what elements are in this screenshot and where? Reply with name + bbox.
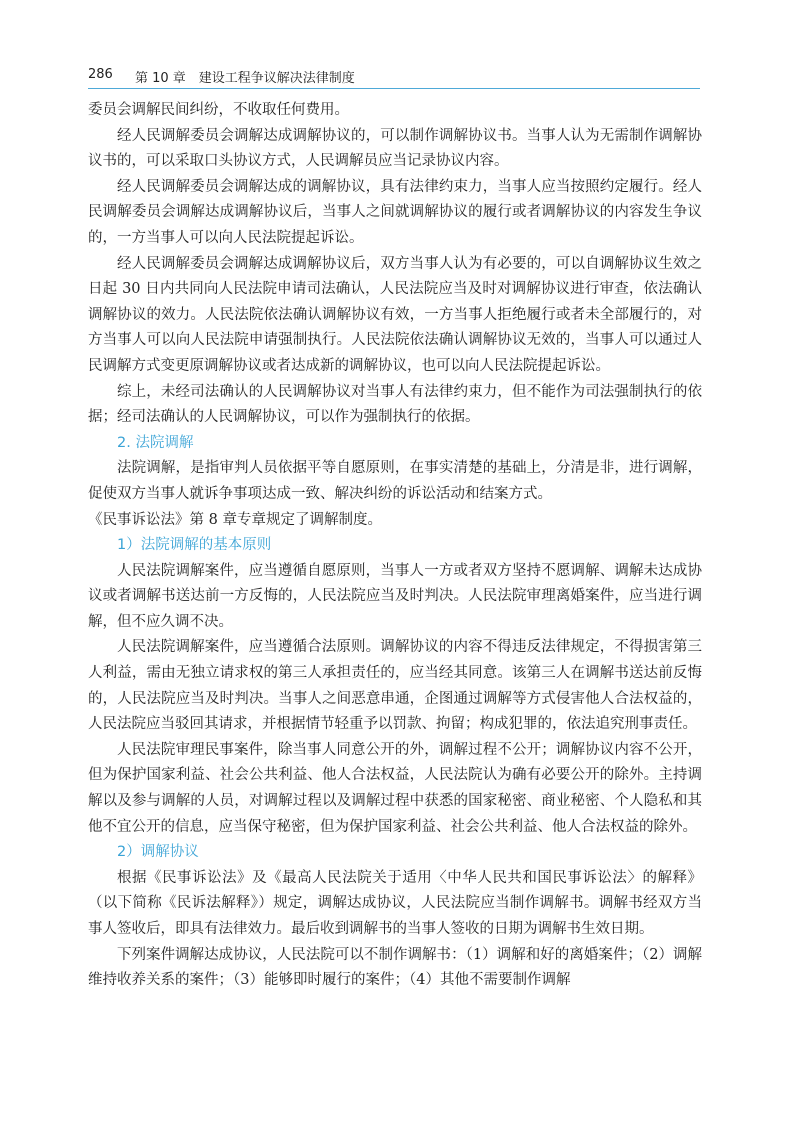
header-rule [88,88,700,89]
subsection-heading: 2）调解协议 [117,844,199,861]
page-number: 286 [88,67,113,82]
body-paragraph: 经人民调解委员会调解达成的调解协议，具有法律约束力，当事人应当按照约定履行。经人民调解委员会调解达成调解协议后，当事人之间就调解协议的履行或者调解协议的内容发生争议的，一方当事人可以向人民法院提起诉讼。 [88,178,702,246]
body-paragraph: 《民事诉讼法》第 8 章专章规定了调解制度。 [88,511,382,528]
body-paragraph: 经人民调解委员会调解达成调解协议后，双方当事人认为有必要的，可以自调解协议生效之日起 30 日内共同向人民法院申请司法确认，人民法院应当及时对调解协议进行审查，依法确认调解协议的效力。人民法院依法确认调解协议有效，一方当事人拒绝履行或者未全部履行的，对方当事人可以向人民法院申请强制执行。人民法院依法确认调解协议无效的，当事人可以通过人民调解方式变更原调解协议或者达成新的调解协议，也可以向人民法院提起诉讼。 [88,255,702,374]
body-paragraph: 委员会调解民间纠纷，不收取任何费用。 [88,102,349,118]
page-header [88,64,700,88]
body-paragraph: 综上，未经司法确认的人民调解协议对当事人有法律约束力，但不能作为司法强制执行的依据；经司法确认的人民调解协议，可以作为强制执行的依据。 [88,383,702,426]
body-paragraph: 经人民调解委员会调解达成调解协议的，可以制作调解协议书。当事人认为无需制作调解协议书的，可以采取口头协议方式，人民调解员应当记录协议内容。 [88,127,702,170]
body-paragraph: 人民法院审理民事案件，除当事人同意公开的外，调解过程不公开；调解协议内容不公开，但为保护国家利益、社会公共利益、他人合法权益，人民法院认为确有必要公开的除外。主持调解以及参与调解的人员，对调解过程以及调解过程中获悉的国家秘密、商业秘密、个人隐私和其他不宜公开的信息，应当保守秘密，但为保护国家利益、社会公共利益、他人合法权益的除外。 [88,741,702,835]
section-heading: 2. 法院调解 [117,434,194,451]
page-body [88,98,702,994]
body-paragraph: 人民法院调解案件，应当遵循合法原则。调解协议的内容不得违反法律规定，不得损害第三人利益，需由无独立请求权的第三人承担责任的，应当经其同意。该第三人在调解书送达前反悔的，人民法院应当及时判决。当事人之间恶意串通，企图通过调解等方式侵害他人合法权益的，人民法院应当驳回其请求，并根据情节轻重予以罚款、拘留；构成犯罪的，依法追究刑事责任。 [88,639,702,733]
body-paragraph: 人民法院调解案件，应当遵循自愿原则，当事人一方或者双方坚持不愿调解、调解未达成协议或者调解书送达前一方反悔的，人民法院应当及时判决。人民法院审理离婚案件，应当进行调解，但不应久调不决。 [88,562,702,630]
body-paragraph: 根据《民事诉讼法》及《最高人民法院关于适用〈中华人民共和国民事诉讼法〉的解释》（以下简称《民诉法解释》）规定，调解达成协议，人民法院应当制作调解书。调解书经双方当事人签收后，即具有法律效力。最后收到调解书的当事人签收的日期为调解书生效日期。 [88,869,702,937]
subsection-heading: 1）法院调解的基本原则 [117,537,272,554]
body-paragraph: 法院调解，是指审判人员依据平等自愿原则，在事实清楚的基础上，分清是非，进行调解，促使双方当事人就诉争事项达成一致、解决纠纷的诉讼活动和结案方式。 [88,460,702,502]
header-title: 第 10 章 建设工程争议解决法律制度 [135,71,355,86]
body-paragraph: 下列案件调解达成协议，人民法院可以不制作调解书：（1）调解和好的离婚案件；（2）调解维持收养关系的案件；（3）能够即时履行的案件；（4）其他不需要制作调解 [88,946,702,989]
